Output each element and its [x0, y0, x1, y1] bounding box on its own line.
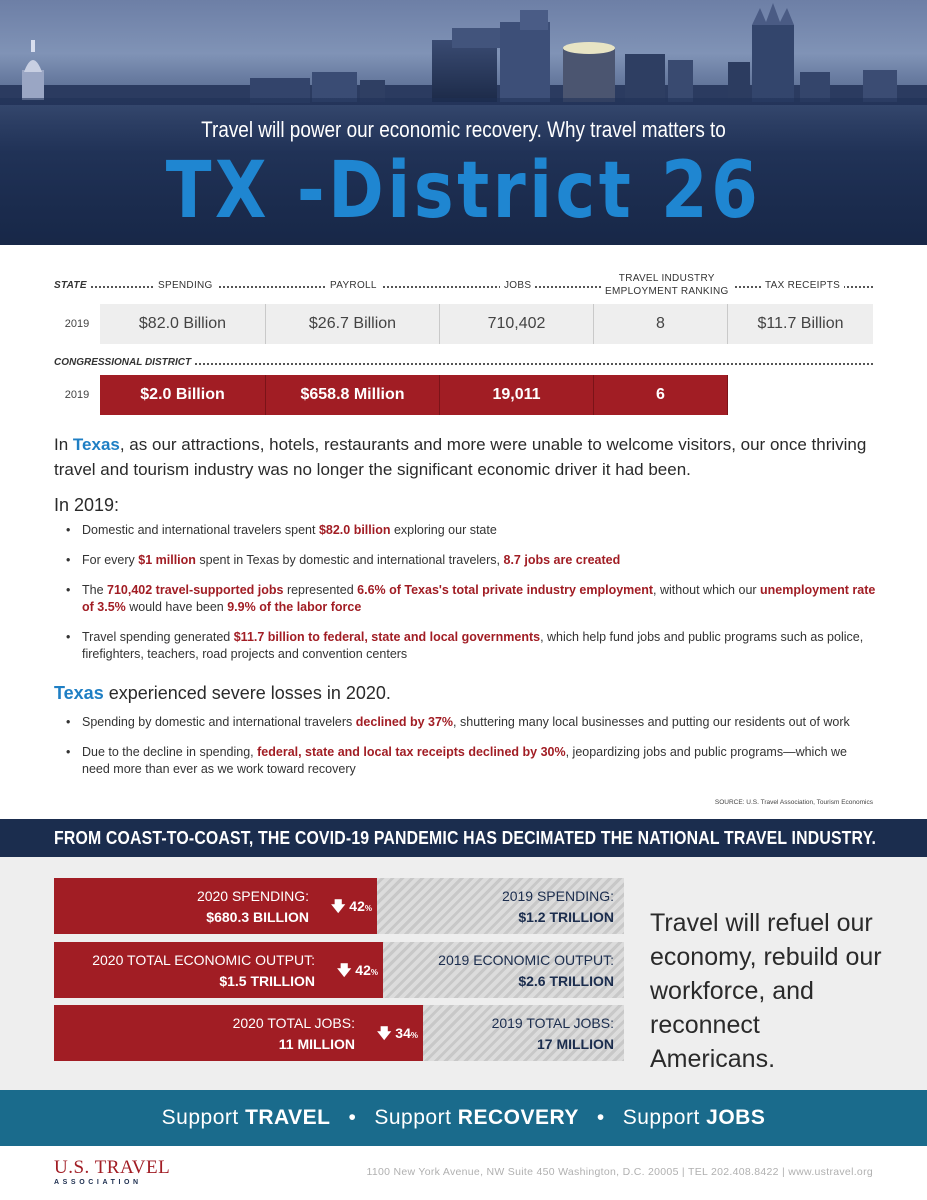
down-arrow-icon: 🡇 — [331, 898, 346, 914]
support-travel: TRAVEL — [245, 1106, 331, 1129]
down-arrow-icon: 🡇 — [377, 1025, 392, 1041]
bar-decline: 🡇 42% — [331, 898, 372, 914]
bar-2019-value: $2.6 TRILLION — [518, 973, 614, 989]
hero-banner — [0, 0, 927, 245]
header-ranking — [601, 272, 733, 298]
ustravel-logo — [54, 1158, 170, 1186]
national-banner-text: FROM COAST-TO-COAST, THE COVID-19 PANDEMIC HAS DECIMATED THE NATIONAL TRAVEL INDUSTRY. — [54, 828, 877, 848]
bar-2019-label: 2019 ECONOMIC OUTPUT: — [438, 952, 614, 968]
bar-output — [54, 942, 624, 998]
list-item: • Domestic and international travelers spent $82.0 billion exploring our state — [66, 522, 876, 539]
hero-subtitle: Travel will power our economic recovery. Why travel matters to — [201, 117, 726, 142]
bar-2019 — [383, 942, 614, 998]
state-label: STATE — [54, 272, 91, 300]
state-tax: $11.7 Billion — [728, 304, 873, 344]
support-word: Support — [622, 1106, 700, 1129]
list-item: • Travel spending generated $11.7 billion to federal, state and local governments, which help fund jobs and public programs such as police, firefighters, teachers, road projects and convention centers — [66, 629, 876, 663]
refuel-statement: Travel will refuel our economy, rebuild our workforce, and reconnect Americans. — [650, 909, 882, 1073]
header-ranking-line1: TRAVEL INDUSTRY — [618, 273, 715, 284]
list-item: • Due to the decline in spending, federal, state and local tax receipts declined by 30%, jeopardizing jobs and public programs—which we need more than ever as we work toward recovery — [66, 744, 876, 778]
intro-paragraph — [54, 432, 884, 482]
logo-bottom: ASSOCIATION — [54, 1179, 142, 1186]
intro-text: , as our attractions, hotels, restaurants and more were unable to welcome visitors, our once thriving travel and tourism industry was no longer the significant economic driver it had been. — [54, 435, 867, 479]
section-2019-heading: In 2019: — [54, 495, 120, 515]
national-banner — [0, 819, 927, 857]
down-arrow-icon: 🡇 — [337, 962, 352, 978]
district-label: CONGRESSIONAL DISTRICT — [54, 356, 195, 370]
bar-2019-label: 2019 SPENDING: — [501, 888, 614, 904]
bullets-2020 — [66, 714, 876, 778]
state-payroll: $26.7 Billion — [266, 304, 440, 344]
bar-2020-label: 2020 TOTAL ECONOMIC OUTPUT: — [92, 952, 315, 968]
state-table-header — [54, 272, 873, 300]
support-word: Support — [374, 1106, 452, 1129]
district-jobs: 19,011 — [440, 375, 594, 415]
support-recovery: RECOVERY — [457, 1106, 579, 1129]
state-jobs: 710,402 — [440, 304, 594, 344]
bar-2019-value: 17 MILLION — [536, 1036, 614, 1052]
district-payroll: $658.8 Million — [266, 375, 440, 415]
state-ranking: 8 — [594, 304, 728, 344]
district-ranking: 6 — [594, 375, 728, 415]
header-jobs: JOBS — [500, 272, 535, 300]
separator-dot: • — [348, 1106, 357, 1129]
bar-2020-value: $1.5 TRILLION — [219, 973, 315, 989]
bar-decline: 🡇 34% — [377, 1025, 418, 1041]
bar-2020-label: 2020 SPENDING: — [196, 888, 309, 904]
district-spending: $2.0 Billion — [100, 375, 266, 415]
bullets-2019 — [66, 522, 876, 663]
support-word: Support — [161, 1106, 239, 1129]
bar-decline: 🡇 42% — [337, 962, 378, 978]
intro-prefix: In — [54, 435, 73, 454]
bar-2020-value: 11 MILLION — [278, 1036, 355, 1052]
header-payroll: PAYROLL — [326, 272, 381, 300]
hero-title: TX -District 26 — [165, 146, 762, 236]
section-2020-state: Texas — [54, 683, 104, 703]
logo-top: U.S. TRAVEL — [54, 1157, 171, 1178]
state-spending: $82.0 Billion — [100, 304, 266, 344]
bar-2020 — [54, 1005, 355, 1061]
bar-2019 — [377, 878, 614, 934]
separator-dot: • — [596, 1106, 605, 1129]
header-tax: TAX RECEIPTS — [761, 272, 844, 300]
intro-state: Texas — [72, 435, 120, 454]
footer-address: 1100 New York Avenue, NW Suite 450 Washington, D.C. 20005 | TEL 202.408.8422 | www.ustravel.org — [366, 1166, 873, 1178]
section-2020-heading — [54, 683, 391, 704]
district-row — [54, 375, 873, 415]
row-year: 2019 — [64, 318, 90, 330]
support-banner — [0, 1090, 927, 1146]
bar-2020 — [54, 942, 315, 998]
bar-2019-value: $1.2 TRILLION — [518, 909, 614, 925]
bar-2020-label: 2020 TOTAL JOBS: — [232, 1015, 355, 1031]
header-spending: SPENDING — [154, 272, 217, 300]
list-item: • Spending by domestic and international travelers declined by 37%, shuttering many local businesses and putting our residents out of work — [66, 714, 876, 731]
bar-2019-label: 2019 TOTAL JOBS: — [491, 1015, 614, 1031]
bar-2020-value: $680.3 BILLION — [206, 909, 309, 925]
support-jobs: JOBS — [706, 1106, 766, 1129]
list-item: • The 710,402 travel-supported jobs represented 6.6% of Texas's total private industry employment, without which our unemployment rate of 3.5% would have been 9.9% of the labor force — [66, 582, 876, 616]
bar-2019 — [423, 1005, 614, 1061]
bar-jobs — [54, 1005, 624, 1061]
list-item: • For every $1 million spent in Texas by domestic and international travelers, 8.7 jobs are created — [66, 552, 876, 569]
source-note: SOURCE: U.S. Travel Association, Tourism Economics — [714, 799, 873, 806]
state-row — [54, 304, 873, 344]
district-table-header — [54, 356, 873, 370]
bar-2020 — [54, 878, 309, 934]
header-ranking-line2: EMPLOYMENT RANKING — [605, 286, 729, 297]
row-year: 2019 — [64, 389, 90, 401]
section-2020-heading-text: experienced severe losses in 2020. — [103, 683, 391, 703]
bar-spending — [54, 878, 624, 934]
